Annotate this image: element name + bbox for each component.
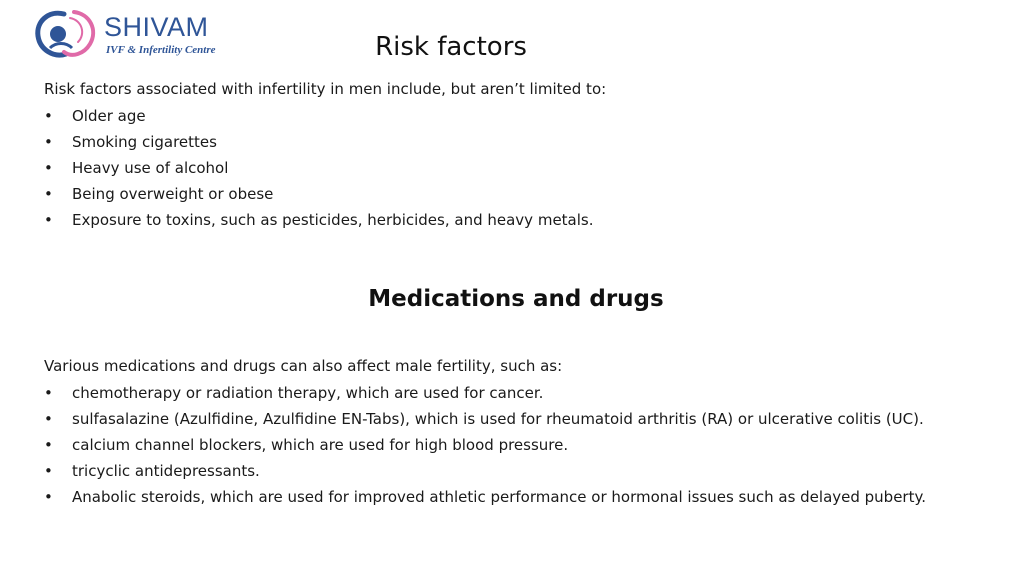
list-item: • Older age xyxy=(44,103,594,129)
medications-intro: Various medications and drugs can also affect male fertility, such as: xyxy=(44,357,563,375)
bullet-icon: • xyxy=(44,410,53,428)
bullet-icon: • xyxy=(44,462,53,480)
bullet-icon: • xyxy=(44,159,53,177)
list-item: • calcium channel blockers, which are used for high blood pressure. xyxy=(44,432,926,458)
logo-name: SHIVAM xyxy=(104,12,209,42)
list-item: • chemotherapy or radiation therapy, which are used for cancer. xyxy=(44,380,926,406)
bullet-icon: • xyxy=(44,488,53,506)
risk-factors-list xyxy=(44,103,594,233)
list-item: • Exposure to toxins, such as pesticides, herbicides, and heavy metals. xyxy=(44,207,594,233)
list-item: • sulfasalazine (Azulfidine, Azulfidine EN-Tabs), which is used for rheumatoid arthritis (RA) or ulcerative colitis (UC). xyxy=(44,406,926,432)
risk-intro: Risk factors associated with infertility in men include, but aren’t limited to: xyxy=(44,80,607,98)
list-item: • Heavy use of alcohol xyxy=(44,155,594,181)
logo-tagline: IVF & Infertility Centre xyxy=(106,44,216,56)
medications-heading: Medications and drugs xyxy=(368,286,664,312)
list-item: • Being overweight or obese xyxy=(44,181,594,207)
bullet-icon: • xyxy=(44,384,53,402)
medications-list xyxy=(44,380,926,510)
bullet-icon: • xyxy=(44,133,53,151)
bullet-icon: • xyxy=(44,107,53,125)
bullet-icon: • xyxy=(44,211,53,229)
bullet-icon: • xyxy=(44,436,53,454)
list-item: • Smoking cigarettes xyxy=(44,129,594,155)
bullet-icon: • xyxy=(44,185,53,203)
list-item: • Anabolic steroids, which are used for improved athletic performance or hormonal issues such as delayed puberty. xyxy=(44,484,926,510)
list-item: • tricyclic antidepressants. xyxy=(44,458,926,484)
slide-title: Risk factors xyxy=(375,32,527,62)
